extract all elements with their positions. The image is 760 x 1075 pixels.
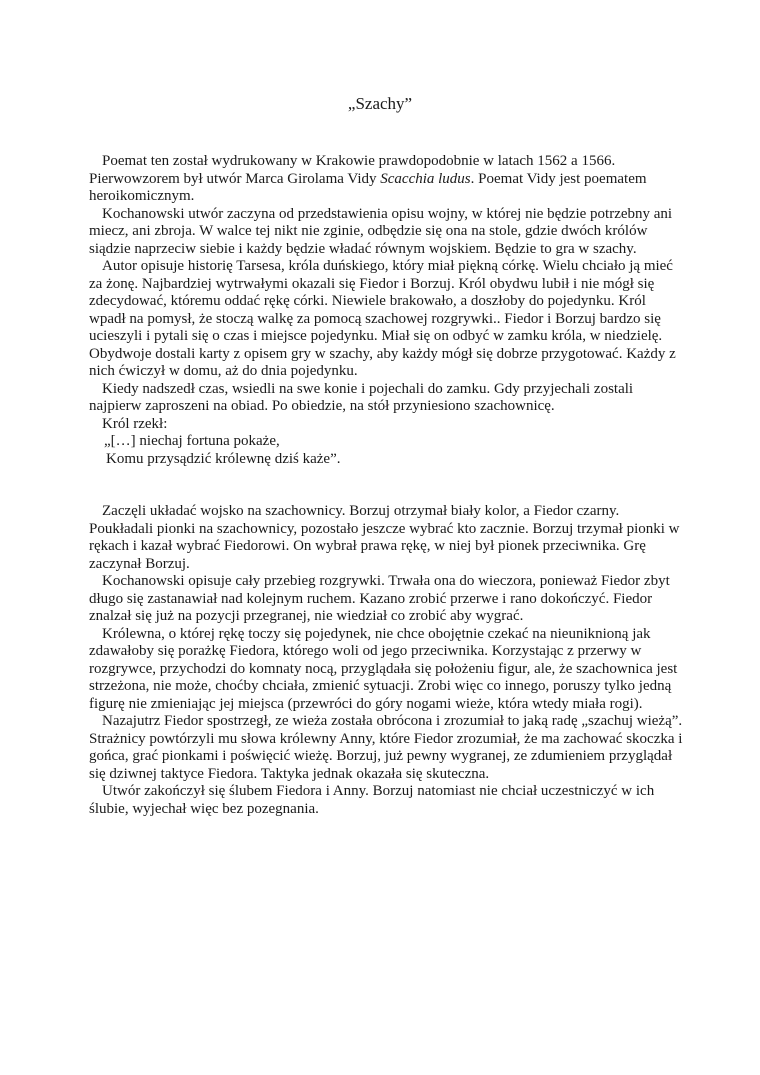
- paragraph-king-said: Król rzekł:: [102, 415, 168, 432]
- quote-line-1: „[…] niechaj fortuna pokaże,: [104, 433, 280, 449]
- quote-line-2: Komu przysądzić królewnę dziś każe”.: [106, 450, 341, 467]
- paragraph-game-course: Kochanowski opisuje cały przebieg rozgrywki. Trwała ona do wieczora, ponieważ Fiedor zbyt długo się zastanawiał nad kolejnym ruchem. Kazano zrobić przerwe i rano dokończyć. Fiedor znalzał się już na pozycji przegranej, nie wiedział co zrobić aby wygrać.: [89, 573, 670, 624]
- italic-title-scacchia-ludus: Scacchia ludus: [380, 170, 471, 187]
- paragraph-next-day: Nazajutrz Fiedor spostrzegł, ze wieża została obrócona i zrozumiał to jaką radę „szachuj wieżą”. Strażnicy powtórzyli mu słowa królewny Anny, które Fiedor zrozumiał, że ma zachować skoczka i gońca, grać pionkami i poświęcić wieżę. Borzuj, już pewny wygranej, ze zdumieniem przyglądał się dziwnej taktyce Fiedora. Taktyka jednak okazała się skuteczna.: [89, 713, 683, 782]
- paragraph-origin-text-end: . Poemat Vidy jest poematem heroikomicznym.: [89, 170, 647, 204]
- paragraph-origin-text: Poemat ten został wydrukowany w Krakowie prawdopodobnie w latach 1562 a 1566. Pierwowzorem był utwór Marca Girolama Vidy: [89, 153, 616, 187]
- paragraph-setup: Zaczęli układać wojsko na szachownicy. Borzuj otrzymał biały kolor, a Fiedor czarny. Poukładali pionki na szachownicy, pozostało jeszcze wybrać kto zacznie. Borzuj trzymał pionki w rękach i kazał wybrać Fiedorowi. On wybrał prawa rękę, w niej był pionek przeciwnika. Grę zaczynał Borzuj.: [89, 503, 680, 572]
- paragraph-war-description: Kochanowski utwór zaczyna od przedstawienia opisu wojny, w której nie będzie potrzebny ani miecz, ani zbroja. W walce tej nikt nie zginie, odbędzie się ona na stole, gdzie dwóch królów siądzie naprzeciw siebie i każdy będzie władać równym wojskiem. Będzie to gra w szachy.: [89, 205, 673, 257]
- paragraph-arrival: Kiedy nadszedł czas, wsiedli na swe konie i pojechali do zamku. Gdy przyjechali zostali najpierw zaproszeni na obiad. Po obiedzie, na stół przyniesiono szachownicę.: [89, 380, 634, 414]
- paragraph-origin: [89, 153, 683, 206]
- paragraph-tarses-story: Autor opisuje historię Tarsesa, króla duńskiego, który miał piękną córkę. Wielu chciało ją mieć za żonę. Najbardziej wytrwałymi okazali się Fiedor i Borzuj. Król obydwu lubił i nie mógł się zdecydować, któremu oddać rękę córki. Niewiele brakowało, a doszłoby do pojedynku. Król wpadł na pomysł, że stoczą walkę za pomocą szachowej rozgrywki.. Fiedor i Borzuj bardzo się ucieszyli i pytali się o czas i miejsce pojedynku. Miał się on odbyć w zamku króla, w niedzielę. Obydwoje dostali karty z opisem gry w szachy, aby każdy mógł się dobrze przygotować. Każdy z nich ćwiczył w domu, aż do dnia pojedynku.: [89, 258, 676, 379]
- paragraph-ending: Utwór zakończył się ślubem Fiedora i Anny. Borzuj natomiast nie chciał uczestniczyć w ich ślubie, wyjechał więc bez pozegnania.: [89, 783, 655, 817]
- document-title: „Szachy”: [347, 94, 413, 113]
- document-body: [89, 153, 683, 818]
- paragraph-princess: Królewna, o której rękę toczy się pojedynek, nie chce obojętnie czekać na nieuniknioną jak zdawałoby się porażkę Fiedora, którego woli od jego przeciwnika. Korzystając z przerwy w rozgrywce, przychodzi do komnaty nocą, przyglądała się położeniu figur, ale, że szachownica jest strzeżona, nie może, choćby chciała, zmienić sytuacji. Zrobi więc co innego, poruszy tylko jedną figurę nie zmieniając jej miejsca (przewróci do góry nogami wieże, która wtedy miała rogi).: [89, 625, 678, 712]
- paragraph-gap: [89, 468, 683, 503]
